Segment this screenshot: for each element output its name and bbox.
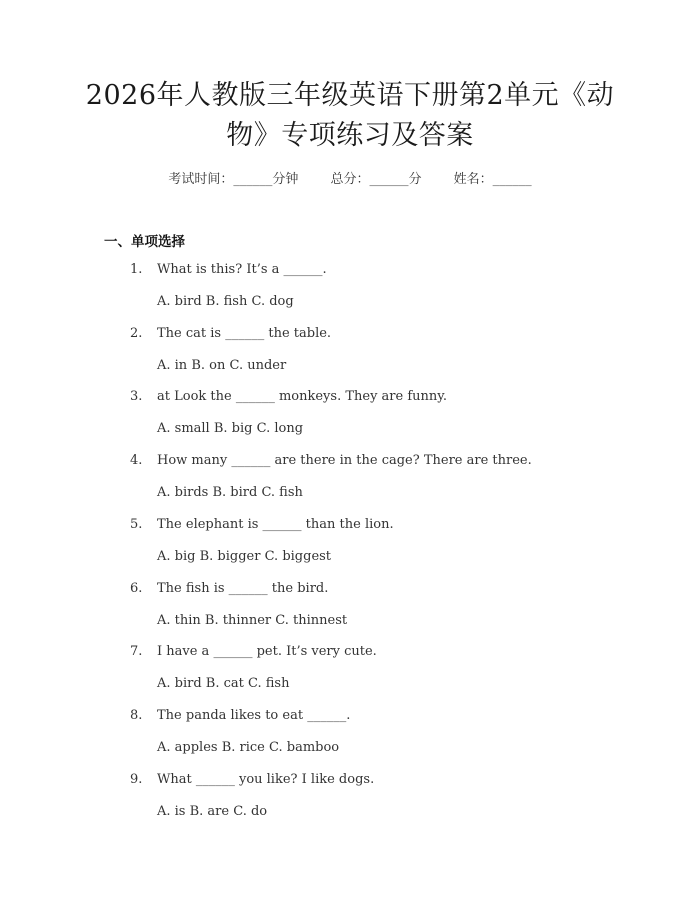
- question-number: 5.: [130, 517, 143, 532]
- section-title: 一、单项选择: [104, 234, 185, 250]
- question-number: 1.: [130, 262, 143, 277]
- question-number: 3.: [130, 389, 143, 404]
- exam-time: 考试时间：______分钟: [168, 172, 299, 187]
- question-options: A. bird B. cat C. fish: [157, 676, 290, 691]
- question-number: 2.: [130, 326, 143, 341]
- question-options: A. small B. big C. long: [157, 421, 304, 436]
- title-line-2: 物》专项练习及答案: [226, 120, 474, 151]
- question-stem: The cat is ______ the table.: [157, 326, 332, 341]
- question-number: 7.: [130, 644, 143, 659]
- question-options: A. is B. are C. do: [157, 804, 268, 819]
- title-line-1: 2026年人教版三年级英语下册第2单元《动: [85, 80, 615, 111]
- question-options: A. apples B. rice C. bamboo: [157, 740, 340, 755]
- question-number: 6.: [130, 581, 143, 596]
- document-title: [60, 76, 640, 156]
- question-stem: What is this? It’s a ______.: [157, 262, 327, 277]
- question-options: A. big B. bigger C. biggest: [157, 549, 332, 564]
- question-stem: at Look the ______ monkeys. They are funny.: [157, 389, 448, 404]
- question-stem: How many ______ are there in the cage? There are three.: [157, 453, 532, 468]
- student-name: 姓名：______: [453, 172, 532, 187]
- exam-score: 总分：______分: [330, 172, 422, 187]
- question-options: A. thin B. thinner C. thinnest: [157, 613, 348, 628]
- question-number: 4.: [130, 453, 143, 468]
- exam-meta: [0, 168, 700, 187]
- question-stem: The fish is ______ the bird.: [157, 581, 329, 596]
- question-stem: The panda likes to eat ______.: [157, 708, 351, 723]
- question-number: 8.: [130, 708, 143, 723]
- question-options: A. bird B. fish C. dog: [157, 294, 294, 309]
- question-stem: What ______ you like? I like dogs.: [157, 772, 375, 787]
- question-stem: I have a ______ pet. It’s very cute.: [157, 644, 377, 659]
- question-options: A. in B. on C. under: [157, 358, 287, 373]
- question-stem: The elephant is ______ than the lion.: [157, 517, 394, 532]
- question-number: 9.: [130, 772, 143, 787]
- question-options: A. birds B. bird C. fish: [157, 485, 303, 500]
